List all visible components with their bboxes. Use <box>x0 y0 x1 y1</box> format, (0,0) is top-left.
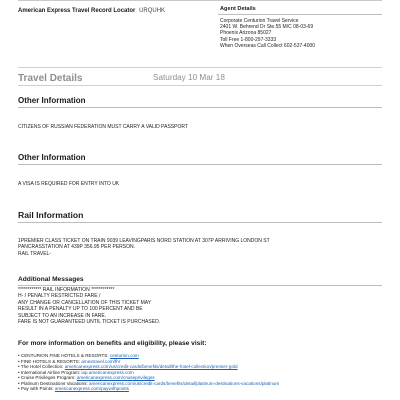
travel-details-title: Travel Details <box>18 73 83 84</box>
list-item-label: • Platinum Destinations Vacations: <box>18 380 88 386</box>
record-locator-code: URQUHK <box>139 8 166 14</box>
agent-details-panel <box>218 4 382 49</box>
section-divider <box>18 164 382 165</box>
agent-line: When Overseas Call Collect 602-537-4000 <box>220 42 316 49</box>
list-item-link[interactable]: centurion.com <box>109 353 139 358</box>
agent-line: 2401 W. Behrend Dr Ste.55 M/C 08-03-69 <box>220 24 314 31</box>
list-item-label: • International Airline Program: <box>18 369 81 375</box>
list-item-label: • CENTURION FINE HOTELS & RESORTS: <box>18 353 109 358</box>
agent-line: Phoenix Arizona 85027 <box>220 30 272 37</box>
list-item-link[interactable]: americanexpress.com/us/credit-cards/benefits/detail/platinum-destinations-vacations/platinum <box>88 380 280 386</box>
section-divider <box>18 107 382 108</box>
travel-date: Saturday 10 Mar 18 <box>153 73 225 82</box>
travel-divider-top <box>18 67 382 68</box>
section-body-passport: CITIZENS OF RUSSIAN FEDERATION MUST CARRY A VALID PASSPORT <box>18 124 188 130</box>
agent-line: Corporate Centurion Travel Service <box>220 18 299 24</box>
travel-divider-bottom <box>18 85 382 86</box>
section-title-other-info-2: Other Information <box>18 153 86 162</box>
more-info-list <box>18 353 382 392</box>
list-item-label: • Cruise Privileges Program: <box>18 375 76 380</box>
agent-details-lines <box>218 15 382 49</box>
list-item-link[interactable]: americanexpress.com/paywithpoints <box>54 386 129 391</box>
agent-details-heading: Agent Details <box>220 6 256 12</box>
list-item-link[interactable]: americanexpress.com/us/credit-cards/benefits/detail/the-hotel-collection/premier-gold <box>64 364 238 369</box>
section-divider <box>18 285 382 286</box>
agent-line: Toll Free 1-800-297-3333 <box>220 36 277 43</box>
list-item-label: • FINE HOTELS & RESORTS: <box>18 358 81 364</box>
record-locator-label: American Express Travel Record Locator <box>18 8 136 14</box>
more-info-heading: For more information on benefits and eligibility, please visit: <box>18 340 207 347</box>
section-body-rail: 1PREMIER CLASS TICKET ON TRAIN 9039 LEAVINGPARIS NORD STATION AT 307P ARRIVING LONDON ST PANCRASSTATION AT 439P 356.95 PER PERSON. RAIL TRAVEL- <box>18 238 270 257</box>
list-item <box>18 386 382 392</box>
list-item-label: • The Hotel Collection: <box>18 364 64 369</box>
list-item-link[interactable]: americanexpress.com/cruiseprivileges <box>76 375 155 380</box>
list-item-link[interactable]: iap.americanexpress.com <box>81 369 134 375</box>
section-title-other-info-1: Other Information <box>18 96 86 105</box>
section-title-rail-info: Rail Information <box>18 210 84 220</box>
section-body-visa: A VISA IS REQUIRED FOR ENTRY INTO UK <box>18 181 120 187</box>
list-item-label: • Pay with Points: <box>18 386 54 391</box>
record-locator-row <box>18 8 165 14</box>
section-title-additional-messages: Additional Messages <box>18 276 84 283</box>
top-divider <box>18 0 382 1</box>
section-divider <box>18 222 382 223</box>
list-item-link[interactable]: amextravel.com/fhr <box>81 358 121 364</box>
section-body-messages: ************ RAIL INFORMATION ************ H- / PENALTY RESTRICTED FARE / ANY CHANGE OR CANCELLATION OF THIS TICKET MAY RESULT IN A PENALTY UP TO 100 PERCENT AND BE SUBJECT TO AN INCREASE IN FARE. FARE IS NOT GUARANTEED UNTIL TICKET IS PURCHASED. <box>18 287 161 326</box>
